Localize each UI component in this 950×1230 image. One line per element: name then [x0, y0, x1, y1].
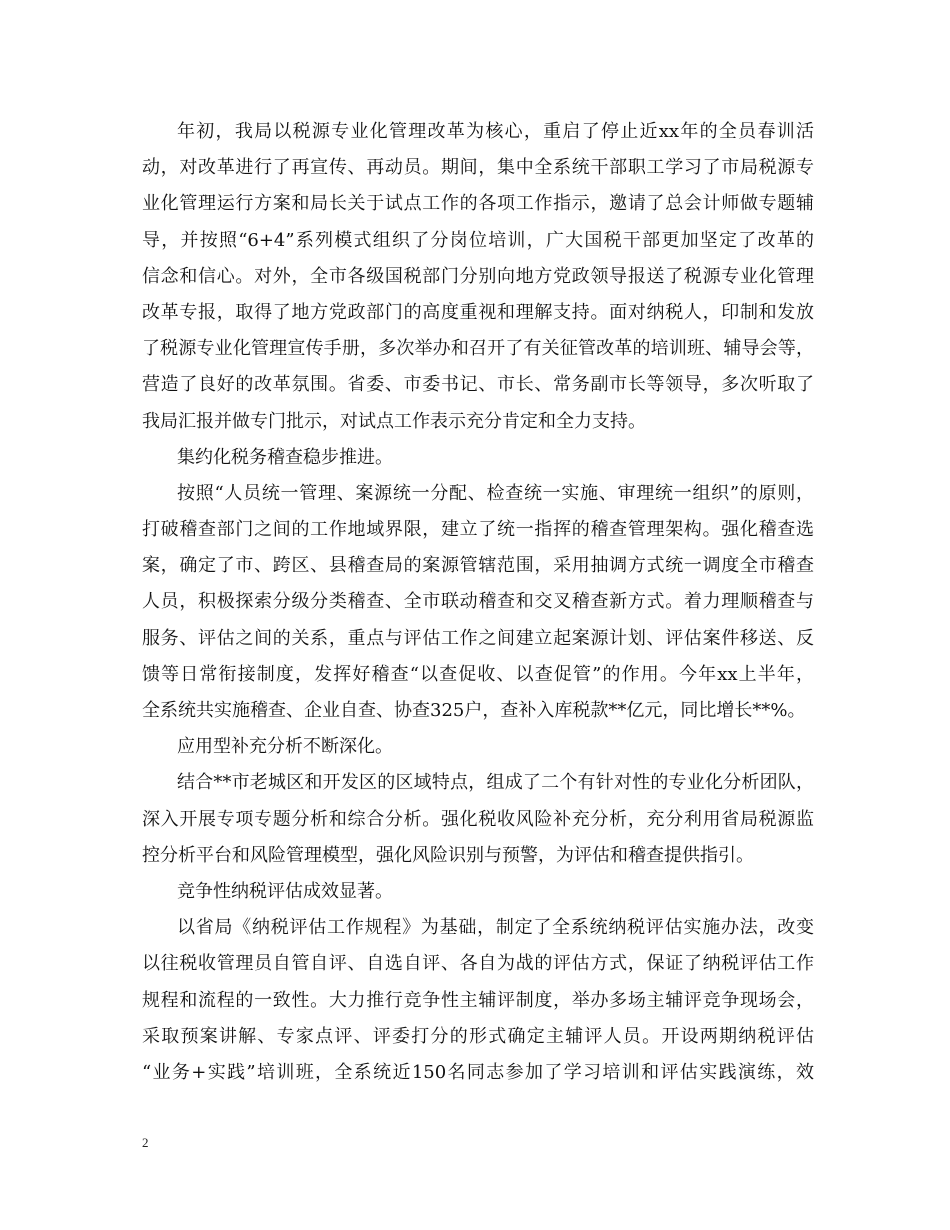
text-line: 导，并按照“6+4”系列模式组织了分岗位培训，广大国税干部更加坚定了改革的 — [142, 229, 814, 251]
text-line: “业务+实践”培训班，全系统近150名同志参加了学习培训和评估实践演练，效 — [142, 1061, 814, 1083]
text-line: 以省局《纳税评估工作规程》为基础，制定了全系统纳税评估实施办法，改变 — [177, 917, 814, 939]
text-line: 营造了良好的改革氛围。省委、市委书记、市长、常务副市长等领导，多次听取了 — [142, 374, 814, 396]
text-line: 案，确定了市、跨区、县稽查局的案源管辖范围，采用抽调方式统一调度全市稽查 — [142, 555, 814, 577]
text-line: 以往税收管理员自管自评、自选自评、各自为战的评估方式，保证了纳税评估工作 — [142, 953, 814, 975]
text-line: 了税源专业化管理宣传手册，多次举办和召开了有关征管改革的培训班、辅导会等， — [142, 338, 814, 360]
text-line: 打破稽查部门之间的工作地域界限，建立了统一指挥的稽查管理架构。强化稽查选 — [142, 519, 814, 541]
text-line: 规程和流程的一致性。大力推行竞争性主辅评制度，举办多场主辅评竞争现场会， — [142, 989, 814, 1011]
text-line: 采取预案讲解、专家点评、评委打分的形式确定主辅评人员。开设两期纳税评估 — [142, 1025, 814, 1047]
text-line: 动，对改革进行了再宣传、再动员。期间，集中全系统干部职工学习了市局税源专 — [142, 157, 814, 179]
section-heading: 竞争性纳税评估成效显著。 — [177, 880, 393, 902]
text-line: 按照“人员统一管理、案源统一分配、检查统一实施、审理统一组织”的原则， — [177, 482, 814, 504]
text-line: 服务、评估之间的关系，重点与评估工作之间建立起案源计划、评估案件移送、反 — [142, 627, 814, 649]
text-line: 业化管理运行方案和局长关于试点工作的各项工作指示，邀请了总会计师做专题辅 — [142, 193, 814, 215]
text-line: 我局汇报并做专门批示，对试点工作表示充分肯定和全力支持。 — [142, 410, 646, 432]
section-heading: 集约化税务稽查稳步推进。 — [177, 446, 393, 468]
text-line: 结合**市老城区和开发区的区域特点，组成了二个有针对性的专业化分析团队， — [177, 772, 814, 794]
text-line: 人员，积极探索分级分类稽查、全市联动稽查和交叉稽查新方式。着力理顺稽查与 — [142, 591, 814, 613]
page-number: 2 — [142, 1135, 149, 1150]
text-line: 年初，我局以税源专业化管理改革为核心，重启了停止近xx年的全员春训活 — [177, 121, 814, 142]
text-line: 全系统共实施稽查、企业自查、协查325户，查补入库税款**亿元，同比增长**%。 — [142, 700, 806, 721]
text-line: 改革专报，取得了地方党政部门的高度重视和理解支持。面对纳税人，印制和发放 — [142, 301, 814, 323]
text-line: 信念和信心。对外，全市各级国税部门分别向地方党政领导报送了税源专业化管理 — [142, 265, 814, 287]
text-line: 深入开展专项专题分析和综合分析。强化税收风险补充分析，充分利用省局税源监 — [142, 808, 814, 830]
text-line: 馈等日常衔接制度，发挥好稽查“以查促收、以查促管”的作用。今年xx上半年， — [142, 663, 814, 685]
section-heading: 应用型补充分析不断深化。 — [177, 736, 393, 758]
text-line: 控分析平台和风险管理模型，强化风险识别与预警，为评估和稽查提供指引。 — [142, 844, 754, 866]
document-body — [142, 114, 814, 1091]
